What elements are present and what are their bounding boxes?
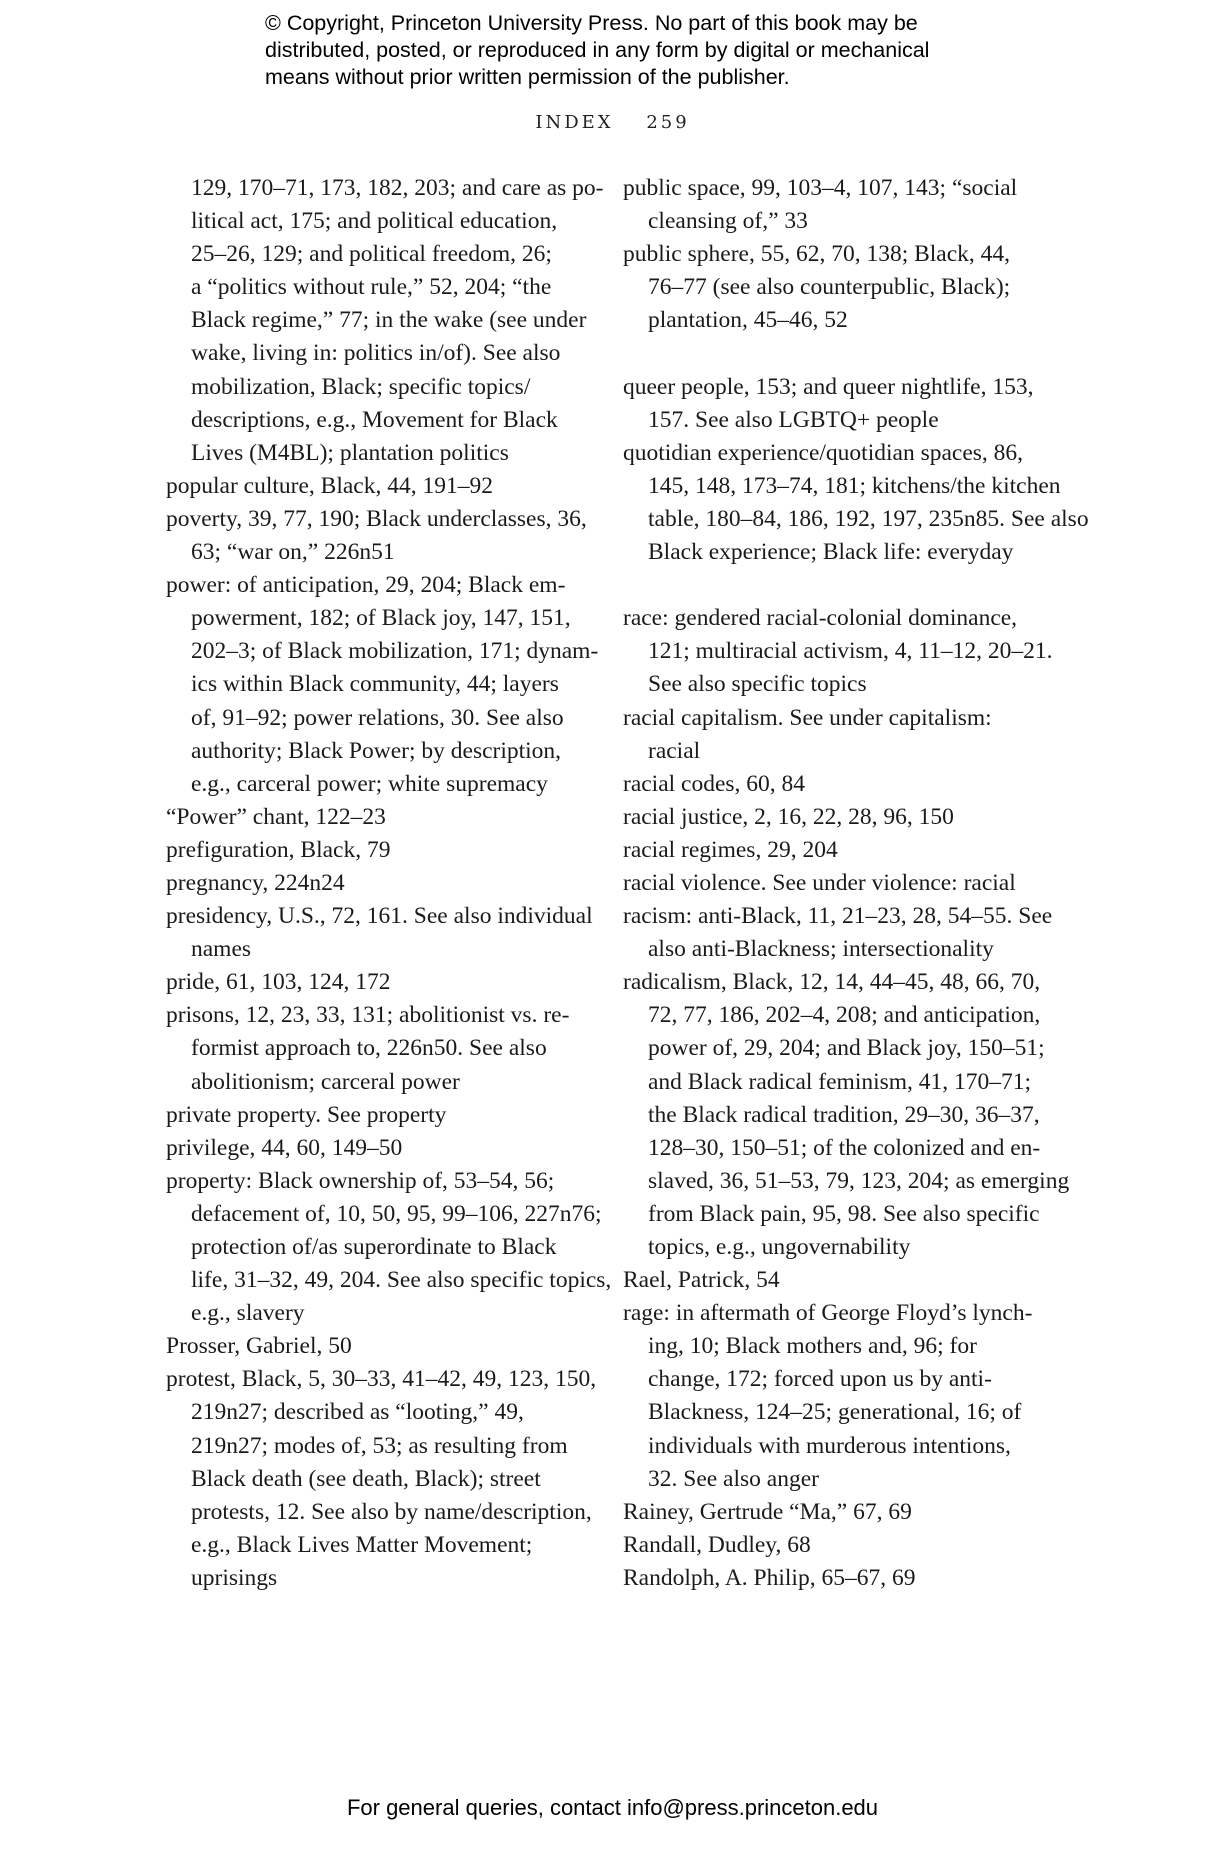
index-entry-line: Rael, Patrick, 54 <box>623 1267 780 1294</box>
index-entry-continuation: also anti-Blackness; intersectionality <box>648 936 994 963</box>
index-entry-continuation: e.g., carceral power; white supremacy <box>191 770 548 797</box>
index-entry-line: racial justice, 2, 16, 22, 28, 96, 150 <box>623 803 954 830</box>
index-entry-continuation: 76–77 (see also counterpublic, Black); <box>648 274 1011 301</box>
entry-group-gap <box>623 337 1043 370</box>
index-entry-continuation: authority; Black Power; by description, <box>191 737 562 764</box>
index-entry-line: prisons, 12, 23, 33, 131; abolitionist vs. re- <box>166 1002 570 1029</box>
index-entry-line: property: Black ownership of, 53–54, 56; <box>166 1167 555 1194</box>
index-entry-continuation: topics, e.g., ungovernability <box>648 1234 911 1260</box>
index-entry-continuation: formist approach to, 226n50. See also <box>191 1035 547 1062</box>
index-entry-continuation: and Black radical feminism, 41, 170–71; <box>648 1068 1032 1095</box>
index-entry-continuation: 129, 170–71, 173, 182, 203; and care as po- <box>191 175 604 201</box>
index-entry-continuation: the Black radical tradition, 29–30, 36–37, <box>648 1101 1040 1128</box>
index-entry-continuation: litical act, 175; and political education, <box>191 208 558 235</box>
index-entry-line: popular culture, Black, 44, 191–92 <box>166 472 493 499</box>
index-column-right <box>623 172 1089 1595</box>
index-entry-continuation: 25–26, 129; and political freedom, 26; <box>191 241 552 268</box>
footer-contact: For general queries, contact info@press.princeton.edu <box>346 1795 879 1820</box>
index-entry-continuation: racial <box>648 737 701 764</box>
index-entry-continuation: plantation, 45–46, 52 <box>648 307 848 334</box>
index-entry-continuation: 145, 148, 173–74, 181; kitchens/the kitchen <box>648 472 1061 499</box>
index-entry-line: power: of anticipation, 29, 204; Black em- <box>166 572 566 599</box>
index-entry-continuation: Lives (M4BL); plantation politics <box>191 439 509 466</box>
copyright-line: © Copyright, Princeton University Press. No part of this book may be <box>265 11 918 35</box>
index-entry-continuation: protection of/as superordinate to Black <box>191 1234 557 1260</box>
index-entry-line: race: gendered racial-colonial dominance, <box>623 605 1018 632</box>
index-entry-line: pregnancy, 224n24 <box>166 869 345 896</box>
index-entry-line: pride, 61, 103, 124, 172 <box>166 969 391 996</box>
index-entry-line: “Power” chant, 122–23 <box>166 803 386 830</box>
index-entry-continuation: 219n27; described as “looting,” 49, <box>191 1399 524 1426</box>
index-entry-line: queer people, 153; and queer nightlife, 153, <box>623 373 1034 400</box>
index-entry-continuation: Blackness, 124–25; generational, 16; of <box>648 1399 1022 1426</box>
index-entry-line: private property. See property <box>166 1101 447 1128</box>
index-entry-line: racial regimes, 29, 204 <box>623 836 838 863</box>
index-entry-line: Prosser, Gabriel, 50 <box>166 1333 352 1360</box>
index-column-left <box>166 172 612 1595</box>
index-entry-continuation: defacement of, 10, 50, 95, 99–106, 227n76; <box>191 1200 602 1227</box>
index-entry-continuation: Black experience; Black life: everyday <box>648 539 1014 566</box>
index-entry-line: protest, Black, 5, 30–33, 41–42, 49, 123, 150, <box>166 1366 597 1393</box>
running-head-label: INDEX <box>535 112 614 133</box>
index-entry-continuation: a “politics without rule,” 52, 204; “the <box>191 274 552 301</box>
index-entry-line: Rainey, Gertrude “Ma,” 67, 69 <box>623 1498 912 1525</box>
index-entry-line: public sphere, 55, 62, 70, 138; Black, 44, <box>623 241 1011 268</box>
index-entry-line: prefiguration, Black, 79 <box>166 836 391 863</box>
index-entry-continuation: table, 180–84, 186, 192, 197, 235n85. See also <box>648 505 1089 532</box>
index-entry-continuation: ics within Black community, 44; layers <box>191 671 559 698</box>
index-entry-line: Randolph, A. Philip, 65–67, 69 <box>623 1564 916 1591</box>
entry-group-gap <box>623 569 1043 602</box>
index-entry-continuation: of, 91–92; power relations, 30. See also <box>191 704 564 731</box>
index-entry-continuation: 121; multiracial activism, 4, 11–12, 20–21. <box>648 638 1053 665</box>
index-entry-line: poverty, 39, 77, 190; Black underclasses, 36, <box>166 505 587 532</box>
index-entry-continuation: ing, 10; Black mothers and, 96; for <box>648 1333 977 1360</box>
index-entry-continuation: descriptions, e.g., Movement for Black <box>191 406 558 433</box>
index-entry-continuation: 63; “war on,” 226n51 <box>191 539 395 566</box>
index-entry-continuation: uprisings <box>191 1564 278 1591</box>
index-entry-continuation: powerment, 182; of Black joy, 147, 151, <box>191 605 571 632</box>
index-entry-continuation: names <box>191 936 252 963</box>
copyright-line: means without prior written permission of the publisher. <box>265 65 790 89</box>
copyright-notice <box>265 10 1025 91</box>
index-entry-continuation: e.g., Black Lives Matter Movement; <box>191 1531 533 1558</box>
index-entry-line: racial capitalism. See under capitalism: <box>623 704 992 731</box>
copyright-line: distributed, posted, or reproduced in any form by digital or mechanical <box>265 38 930 62</box>
index-entry-line: quotidian experience/quotidian spaces, 86, <box>623 439 1024 466</box>
index-entry-continuation: wake, living in: politics in/of). See also <box>191 340 561 367</box>
page-number: 259 <box>646 112 690 133</box>
index-entry-continuation: 202–3; of Black mobilization, 171; dynam- <box>191 638 599 665</box>
index-entry-continuation: individuals with murderous intentions, <box>648 1432 1011 1459</box>
index-entry-continuation: See also specific topics <box>648 671 867 698</box>
index-entry-line: public space, 99, 103–4, 107, 143; “social <box>623 175 1018 201</box>
index-entry-continuation: power of, 29, 204; and Black joy, 150–51; <box>648 1035 1045 1062</box>
index-entry-continuation: mobilization, Black; specific topics/ <box>191 373 531 400</box>
index-entry-line: presidency, U.S., 72, 161. See also individual <box>166 903 593 930</box>
index-entry-continuation: 157. See also LGBTQ+ people <box>648 406 939 433</box>
index-entry-continuation: slaved, 36, 51–53, 79, 123, 204; as emerging <box>648 1167 1070 1194</box>
running-head <box>0 112 1225 133</box>
index-entry-line: racial codes, 60, 84 <box>623 770 806 797</box>
index-entry-line: radicalism, Black, 12, 14, 44–45, 48, 66, 70, <box>623 969 1041 996</box>
index-entry-line: privilege, 44, 60, 149–50 <box>166 1134 403 1161</box>
index-entry-line: racial violence. See under violence: racial <box>623 869 1016 896</box>
index-entry-continuation: Black death (see death, Black); street <box>191 1465 541 1492</box>
index-entry-line: racism: anti-Black, 11, 21–23, 28, 54–55. See <box>623 903 1053 930</box>
index-entry-line: rage: in aftermath of George Floyd’s lynch- <box>623 1300 1033 1327</box>
index-entry-continuation: change, 172; forced upon us by anti- <box>648 1366 992 1393</box>
index-entry-continuation: abolitionism; carceral power <box>191 1068 460 1095</box>
index-entry-continuation: cleansing of,” 33 <box>648 208 808 235</box>
index-entry-continuation: Black regime,” 77; in the wake (see under <box>191 307 587 334</box>
index-entry-line: Randall, Dudley, 68 <box>623 1531 811 1558</box>
index-entry-continuation: e.g., slavery <box>191 1300 305 1327</box>
index-entry-continuation: 219n27; modes of, 53; as resulting from <box>191 1432 568 1459</box>
index-entry-continuation: 128–30, 150–51; of the colonized and en- <box>648 1134 1041 1161</box>
index-entry-continuation: 32. See also anger <box>648 1465 819 1492</box>
index-entry-continuation: life, 31–32, 49, 204. See also specific topics, <box>191 1267 612 1294</box>
index-entry-continuation: from Black pain, 95, 98. See also specific <box>648 1200 1040 1227</box>
index-entry-continuation: 72, 77, 186, 202–4, 208; and anticipation, <box>648 1002 1041 1029</box>
index-entry-continuation: protests, 12. See also by name/description, <box>191 1498 592 1525</box>
